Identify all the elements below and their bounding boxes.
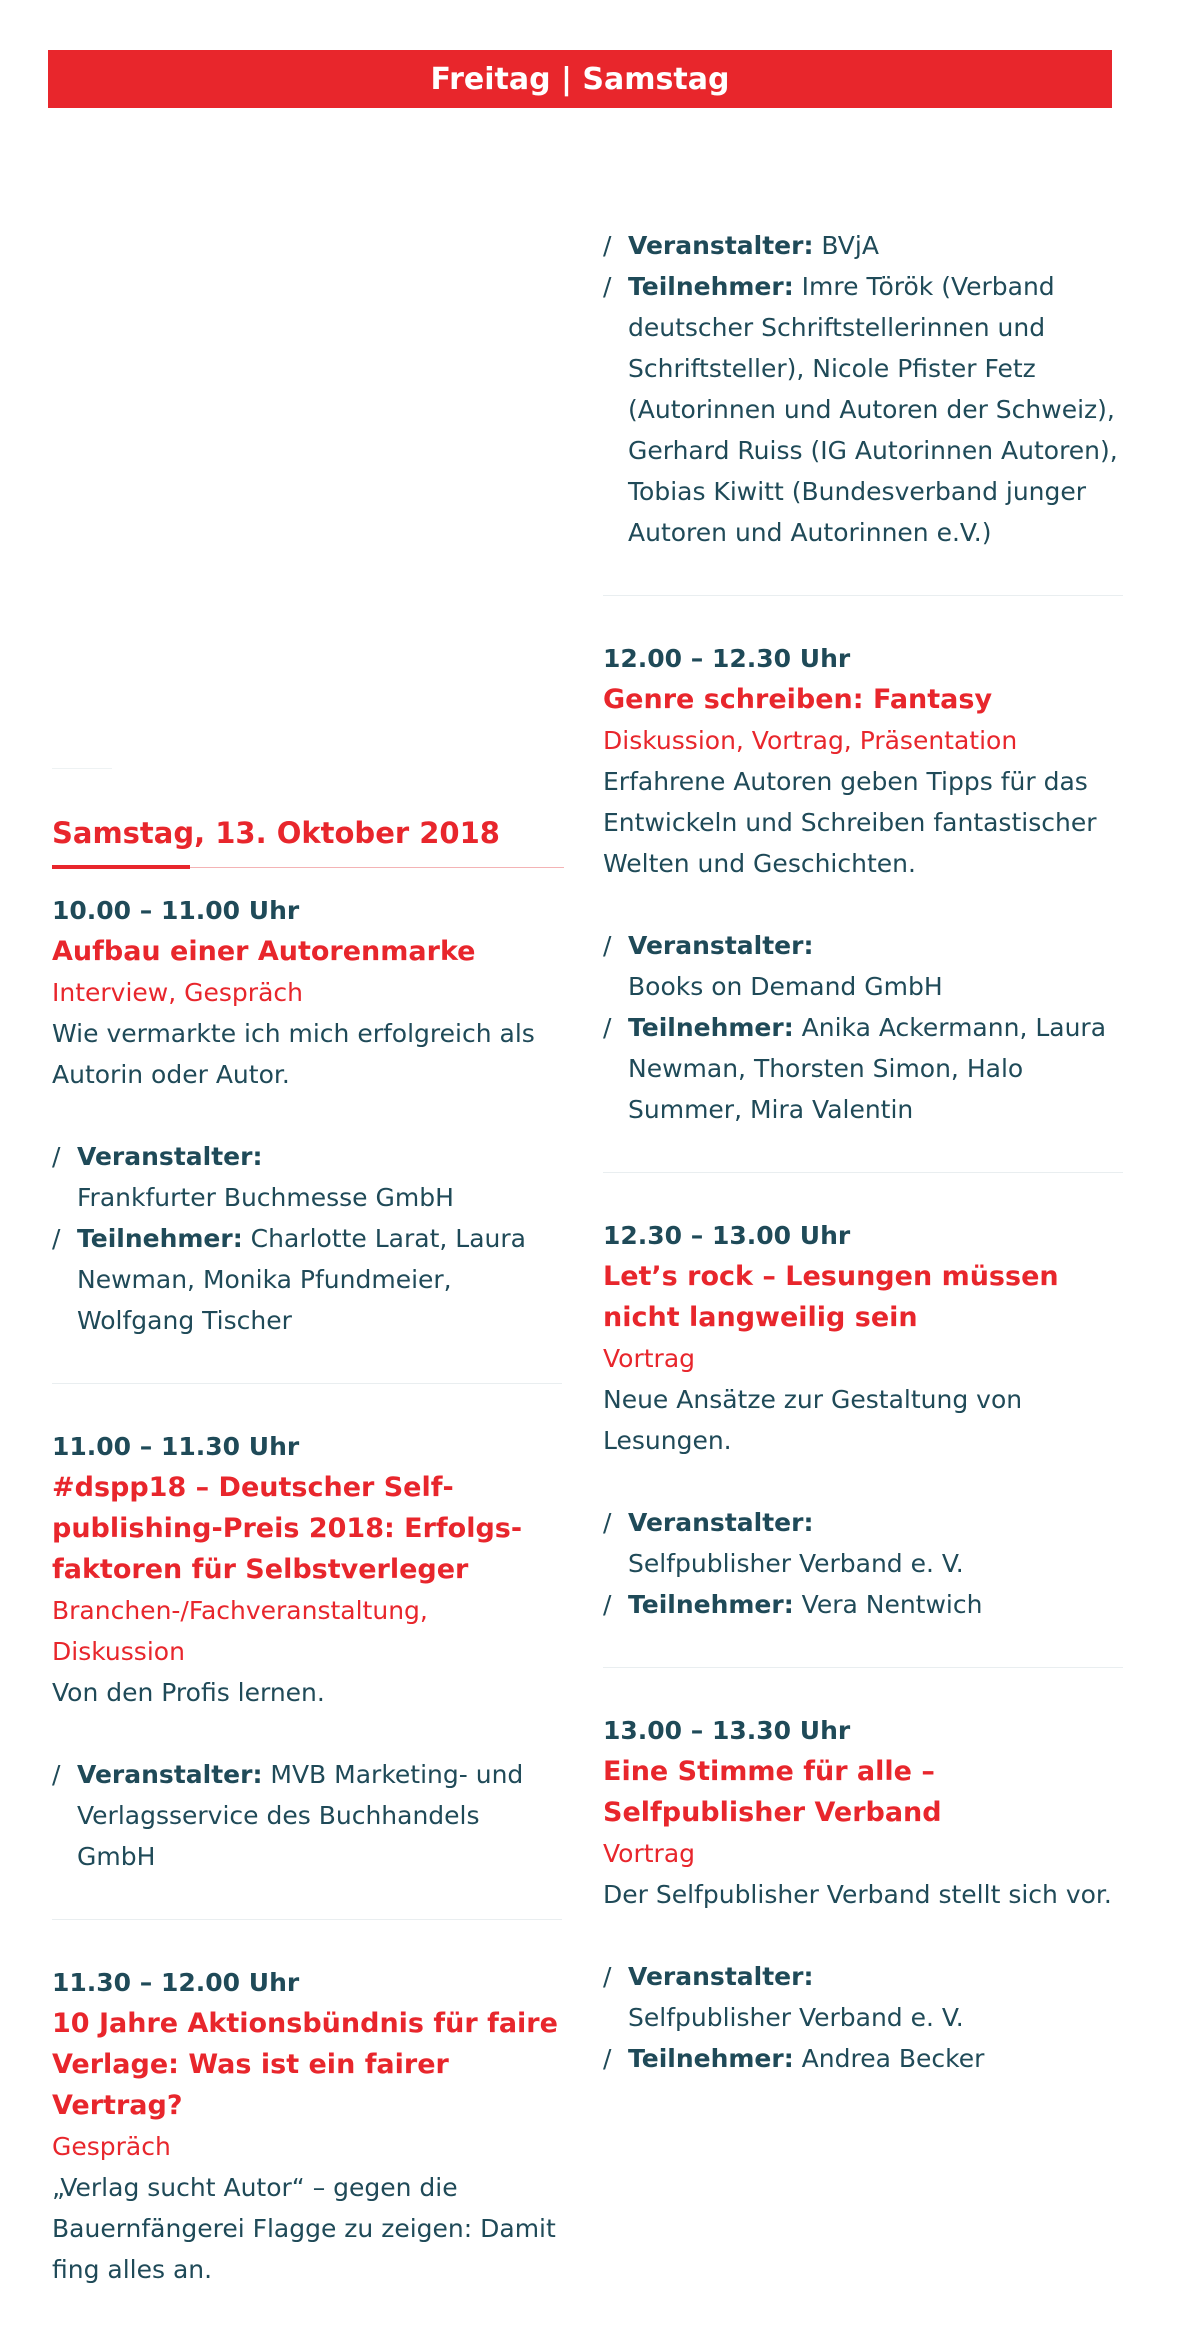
event-time: 12.30 – 13.00 Uhr	[603, 1221, 851, 1250]
event-participants: / Teilnehmer: Andrea Becker	[603, 2044, 985, 2073]
event-type: Vortrag	[603, 1344, 696, 1373]
event-organizer: / Veranstalter: Frankfurter Buchmesse GmbH	[52, 1142, 454, 1212]
event-type: Gespräch	[52, 2132, 171, 2161]
event-time: 13.00 – 13.30 Uhr	[603, 1716, 851, 1745]
event-item	[603, 638, 1123, 1130]
divider	[603, 595, 1123, 596]
event-participants: / Teilnehmer: Vera Nentwich	[603, 1590, 983, 1619]
event-item	[52, 1962, 562, 2290]
event-item	[603, 1710, 1123, 2079]
event-time: 11.00 – 11.30 Uhr	[52, 1432, 300, 1461]
event-description: Wie vermarkte ich mich erfolgreich als Autorin oder Autor.	[52, 1019, 535, 1089]
divider	[52, 1919, 562, 1920]
event-title: Let’s rock – Lesungen müssen nicht langweilig sein	[603, 1261, 1059, 1333]
header-title: Freitag | Samstag	[430, 61, 730, 97]
event-title: Aufbau einer Autorenmarke	[52, 936, 476, 967]
event-description: Der Selfpublisher Verband stellt sich vor.	[603, 1880, 1112, 1909]
event-title: Genre schreiben: Fantasy	[603, 684, 993, 715]
left-column	[52, 745, 562, 2290]
event-organizer: / Veranstalter: Selfpublisher Verband e. V.	[603, 1508, 964, 1578]
divider	[603, 1172, 1123, 1173]
event-participants: / Teilnehmer: Charlotte Larat, Laura Newman, Monika Pfundmeier, Wolfgang Tischer	[52, 1224, 526, 1335]
header-bar	[48, 50, 1112, 108]
event-type: Vortrag	[603, 1839, 696, 1868]
event-type: Diskussion, Vortrag, Präsentation	[603, 726, 1018, 755]
event-organizer: / Veranstalter: Books on Demand GmbH	[603, 931, 943, 1001]
event-type: Branchen-/Fachveranstaltung, Diskussion	[52, 1596, 428, 1666]
event-time: 10.00 – 11.00 Uhr	[52, 896, 300, 925]
event-participants: / Teilnehmer: Imre Török (Verband deutscher Schriftstellerinnen und Schriftsteller), Nicole Pfister Fetz (Autorinnen und Autoren der Schweiz), Gerhard Ruiss (IG Autorinnen Autoren), Tobias Kiwitt (Bundesverband junger Autoren und Autorinnen e.V.)	[603, 272, 1118, 547]
event-time: 11.30 – 12.00 Uhr	[52, 1968, 300, 1997]
event-organizer: / Veranstalter: BVjA	[603, 231, 879, 260]
divider	[52, 1383, 562, 1384]
event-description: Erfahrene Autoren geben Tipps für das Entwickeln und Schreiben fantastischer Welten und Geschichten.	[603, 767, 1097, 878]
event-participants: / Teilnehmer: Anika Ackermann, Laura Newman, Thorsten Simon, Halo Summer, Mira Valentin	[603, 1013, 1107, 1124]
event-description: Von den Profis lernen.	[52, 1678, 325, 1707]
event-item	[52, 1426, 562, 1877]
event-item	[603, 1215, 1123, 1625]
day-heading-rule	[52, 864, 562, 870]
event-description: „Verlag sucht Autor“ – gegen die Bauernfängerei Flagge zu zeigen: Damit fing alles an.	[52, 2173, 556, 2284]
event-type: Interview, Gespräch	[52, 978, 303, 1007]
event-title: Eine Stimme für alle – Selfpublisher Verband	[603, 1756, 942, 1828]
event-organizer: / Veranstalter: MVB Marketing- und Verlagsservice des Buchhandels GmbH	[52, 1760, 524, 1871]
event-description: Neue Ansätze zur Gestaltung von Lesungen.	[603, 1385, 1023, 1455]
right-column	[603, 225, 1123, 2079]
divider	[603, 1667, 1123, 1668]
event-item	[52, 890, 562, 1341]
event-title: 10 Jahre Aktionsbündnis für faire Verlage: Was ist ein fairer Vertrag?	[52, 2008, 558, 2121]
event-time: 12.00 – 12.30 Uhr	[603, 644, 851, 673]
event-title: #dspp18 – Deutscher Selfpublishing-Preis 2018: Erfolgsfaktoren für Selbstverleger	[52, 1472, 523, 1585]
day-heading: Samstag, 13. Oktober 2018	[52, 816, 500, 850]
event-organizer: / Veranstalter: Selfpublisher Verband e. V.	[603, 1962, 964, 2032]
